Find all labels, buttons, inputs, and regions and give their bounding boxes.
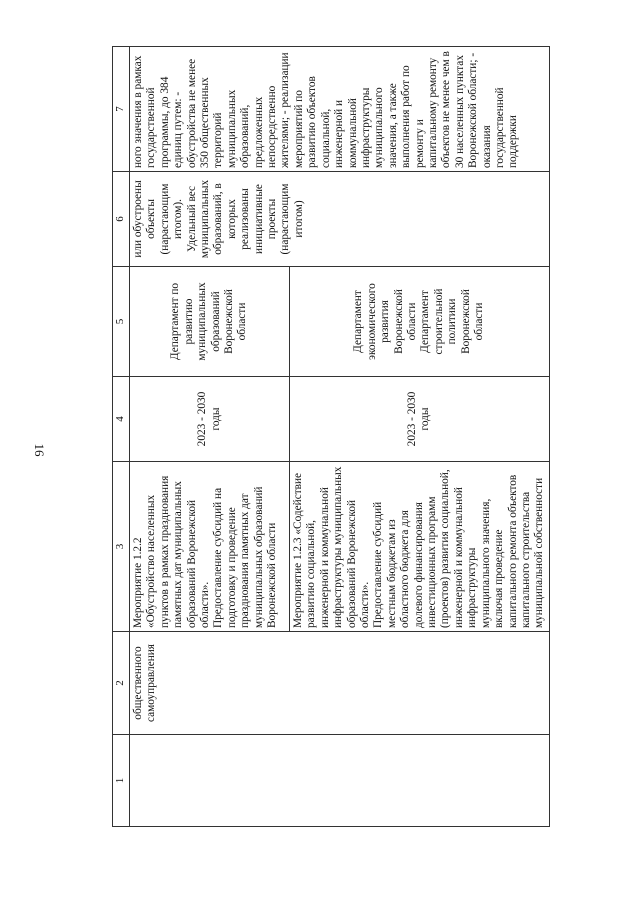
activity-2-period: 2023 - 2030 годы: [290, 377, 550, 462]
col-header-7: 7: [113, 47, 130, 172]
col-header-6: 6: [113, 172, 130, 267]
activity-2-title: Мероприятие 1.2.3 «Содействие развитию социальной, инженерной и коммунальной инфраструктуры муниципальных образований Воронежской области».: [292, 466, 372, 628]
indicator-cell: или обустроены объекты (нарастающим итогом). Удельный вес муниципальных образований, в которых реализованы инициативные проекты (нарастающим итогом): [130, 172, 550, 267]
cell-activity-1: [130, 462, 290, 632]
col-header-4: 4: [113, 377, 130, 462]
cell-col1: [130, 735, 550, 827]
table-row: [130, 47, 290, 827]
page-number: 16: [32, 443, 47, 457]
cell-activity-2: [290, 462, 550, 632]
activity-2-description: Предоставление субсидий местным бюджетам из областного бюджета для долевого финансирования инвестиционных программ (проектов) развития социальной, инженерной и коммунальной инфраструктуры муниципального значения, включая проведение капитального ремонта объектов капитального строительства муниципальной собственности: [372, 469, 546, 628]
col-header-1: 1: [113, 735, 130, 827]
col-header-5: 5: [113, 267, 130, 377]
activity-1-description: Предоставление субсидий на подготовку и проведение празднования памятных дат муниципальных образований Воронежской области: [212, 486, 279, 628]
activity-1-executor: Департамент по развитию муниципальных образований Воронежской области: [130, 267, 290, 377]
activity-1-period: 2023 - 2030 годы: [130, 377, 290, 462]
col-header-2: 2: [113, 632, 130, 735]
activity-2-executor-construction: Департамент строительной политики Воронежской области: [419, 288, 485, 355]
rotated-table-wrapper: [112, 47, 546, 827]
result-cell: ного значения в рамках государственной программы, до 384 единиц путем: - обустройства не менее 350 общественных территорий муниципальных образований, предложенных непосредственно жителями; - реализации мероприятий по развитию объектов социальной, инженерной и коммунальной инфраструктуры муниципального значения, а также выполнения работ по ремонту и капитальному ремонту объектов не менее чем в 30 населенных пунктах Воронежской области; - оказания государственной поддержки: [130, 47, 550, 172]
program-table: [112, 46, 550, 827]
col-header-3: 3: [113, 462, 130, 632]
activity-2-executors: [290, 267, 550, 377]
cell-col2: общественного самоуправления: [130, 632, 550, 735]
header-row: [113, 47, 130, 827]
activity-1-title: Мероприятие 1.2.2 «Обустройство населенных пунктов в рамках празднования памятных дат муниципальных образований Воронежской области».: [132, 475, 212, 628]
activity-2-executor-economic: Департамент экономического развития Воронежской области: [352, 283, 418, 360]
